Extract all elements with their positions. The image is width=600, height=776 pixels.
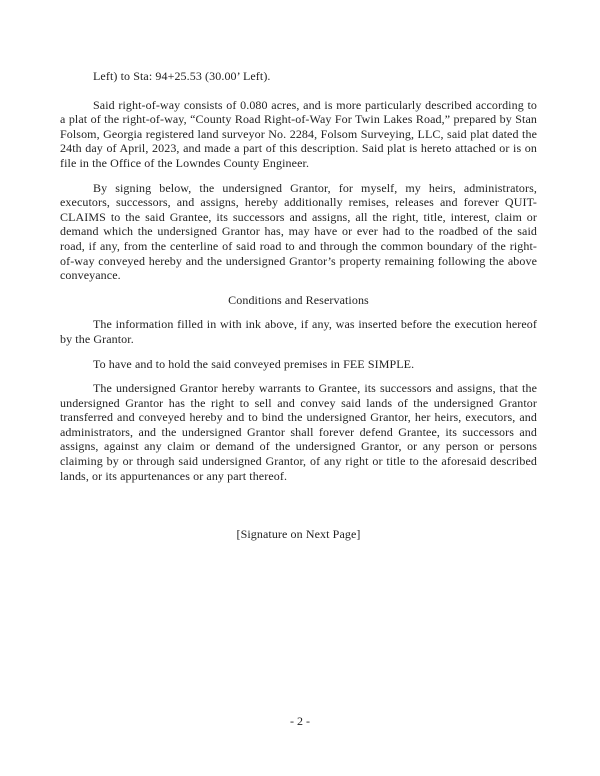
section-heading-conditions: Conditions and Reservations	[228, 292, 369, 307]
paragraph-ink-insertions: The information filled in with ink above, if any, was inserted before the execution hereof by the Grantor.	[60, 317, 537, 346]
continuation-line: Left) to Sta: 94+25.53 (30.00’ Left).	[93, 69, 271, 83]
paragraph-warranty: The undersigned Grantor hereby warrants to Grantee, its successors and assigns, that the undersigned Grantor has the right to sell and convey said lands of the undersigned Grantor transferred and conveyed hereby and to bind the undersigned Grantor, her heirs, executors, and administrators, and the undersigned Grantor shall forever defend Grantee, its successors and assigns, against any claim or demand of the undersigned Grantor, or any person or persons claiming by or through said undersigned Grantor, of any right or title to the aforesaid described lands, or its appurtenances or any part thereof.	[60, 381, 537, 483]
paragraph-plat-description: Said right-of-way consists of 0.080 acres, and is more particularly described according to a plat of the right-of-way, “County Road Right-of-Way For Twin Lakes Road,” prepared by Stan Folsom, Georgia registered land surveyor No. 2284, Folsom Surveying, LLC, said plat dated the 24th day of April, 2023, and made a part of this description. Said plat is hereto attached or is on file in the Office of the Lowndes County Engineer.	[60, 97, 537, 170]
document-body	[60, 69, 537, 542]
signature-placeholder-note: [Signature on Next Page]	[236, 527, 361, 542]
page-number: - 2 -	[290, 714, 310, 728]
paragraph-fee-simple: To have and to hold the said conveyed premises in FEE SIMPLE.	[93, 356, 415, 371]
paragraph-quitclaim: By signing below, the undersigned Grantor, for myself, my heirs, administrators, executors, successors, and assigns, hereby additionally remises, releases and forever QUIT-CLAIMS to the said Grantee, its successors and assigns, all the right, title, interest, claim or demand which the undersigned Grantor has, may have or ever had to the roadbed of the said road, if any, from the centerline of said road to and through the common boundary of the right-of-way conveyed hereby and the undersigned Grantor’s property remaining following the above conveyance.	[60, 180, 537, 283]
